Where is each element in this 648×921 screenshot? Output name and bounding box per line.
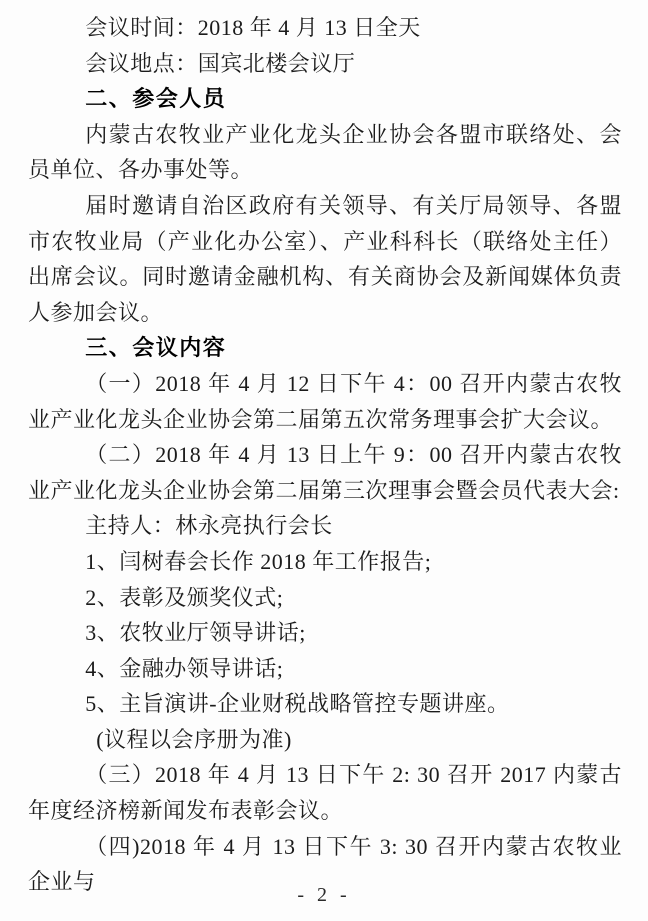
meeting-time-line: 会议时间：2018 年 4 月 13 日全天 — [85, 15, 421, 40]
section-heading-agenda: 三、会议内容 — [85, 335, 227, 361]
agenda-item-4: （四)2018 年 4 月 13 日下午 3: 30 召开内蒙古农牧业企业与 — [28, 833, 622, 895]
agenda-item-2: （二）2018 年 4 月 13 日上午 9：00 召开内蒙古农牧业产业化龙头企业协会第二届第三次理事会暨会员代表大会: — [28, 442, 622, 503]
agenda-sub-item-2: 2、表彰及颁奖仪式; — [85, 584, 284, 610]
agenda-item-1: （一）2018 年 4 月 12 日下午 4：00 召开内蒙古农牧业产业化龙头企业协会第二届第五次常务理事会扩大会议。 — [28, 370, 622, 432]
host-line: 主持人：林永亮执行会长 — [85, 513, 333, 539]
attendees-paragraph: 内蒙古农牧业产业化龙头企业协会各盟市联络处、会员单位、各办事处等。 — [28, 121, 622, 183]
agenda-sub-item-1: 1、闫树春会长作 2018 年工作报告; — [85, 548, 432, 574]
meeting-location-line: 会议地点：国宾北楼会议厅 — [85, 50, 356, 76]
page-number: - 2 - — [297, 884, 351, 906]
agenda-sub-item-3: 3、农牧业厅领导讲话; — [85, 620, 306, 646]
document-body — [28, 10, 622, 900]
agenda-item-3: （三）2018 年 4 月 13 日下午 2: 30 召开 2017 内蒙古年度经济榜新闻发布表彰会议。 — [28, 762, 622, 824]
agenda-note: (议程以会序册为准) — [96, 726, 292, 752]
agenda-sub-item-5: 5、主旨演讲-企业财税战略管控专题讲座。 — [85, 691, 510, 717]
agenda-sub-item-4: 4、金融办领导讲话; — [85, 655, 284, 681]
page-footer — [0, 884, 648, 907]
invitees-paragraph: 届时邀请自治区政府有关领导、有关厅局领导、各盟市农牧业局（产业化办公室）、产业科科长（联络处主任）出席会议。同时邀请金融机构、有关商协会及新闻媒体负责人参加会议。 — [28, 192, 622, 325]
section-heading-attendees: 二、参会人员 — [85, 86, 227, 112]
